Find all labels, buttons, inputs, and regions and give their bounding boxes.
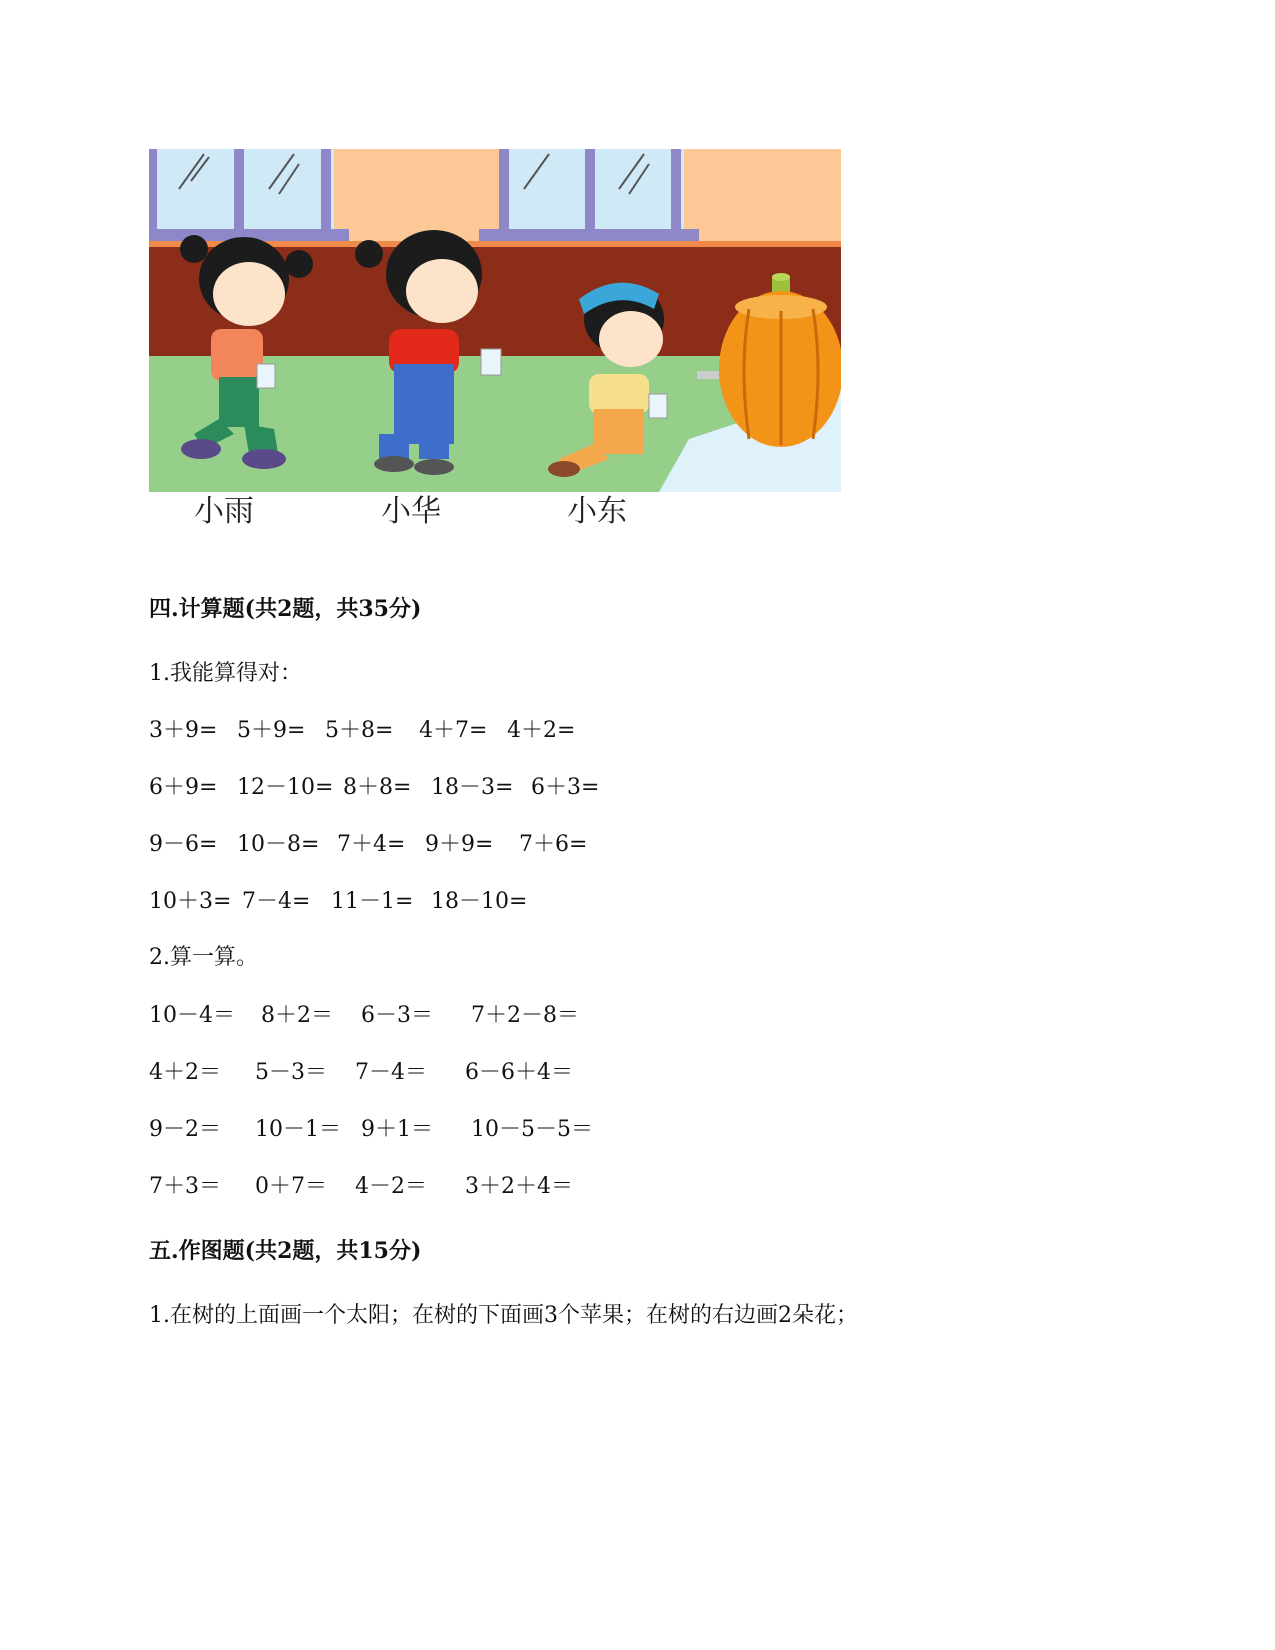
expression: 7＋4=: [337, 832, 406, 857]
q2-row-1: [149, 998, 949, 1028]
name-label-xiaodong: 小东: [567, 494, 627, 529]
name-label-xiaoyu: 小雨: [194, 494, 254, 529]
section-5-title: 五.作图题(共2题，共15分): [149, 1238, 422, 1264]
q2-row-4: [149, 1169, 949, 1199]
expression: 6－3＝: [361, 1003, 433, 1028]
expression: 9－6=: [149, 832, 218, 857]
question-2-label: 2.算一算。: [149, 945, 258, 970]
q2-row-2: [149, 1055, 949, 1085]
expression: 12－10=: [237, 775, 334, 800]
expression: 18－10=: [431, 889, 528, 914]
tap-icon: [697, 371, 719, 379]
name-label-xiaohua: 小华: [381, 494, 441, 529]
children-water-illustration: [149, 149, 841, 534]
expression: 9＋1＝: [361, 1117, 433, 1142]
expression: 5＋8=: [325, 718, 394, 743]
expression: 7＋2－8＝: [471, 1003, 579, 1028]
section-4-title: 四.计算题(共2题，共35分): [149, 596, 422, 622]
right-window: [479, 149, 699, 241]
expression: 3＋9=: [149, 718, 218, 743]
expression: 6＋9=: [149, 775, 218, 800]
expression: 3＋2＋4＝: [465, 1174, 573, 1199]
expression: 7－4=: [242, 889, 311, 914]
expression: 6－6＋4＝: [465, 1060, 573, 1085]
expression: 8＋8=: [343, 775, 412, 800]
expression: 9＋9=: [425, 832, 494, 857]
expression: 4＋7=: [419, 718, 488, 743]
q1-row-1: [149, 713, 949, 743]
expression: 5＋9=: [237, 718, 306, 743]
expression: 0＋7＝: [255, 1174, 327, 1199]
expression: 5－3＝: [255, 1060, 327, 1085]
expression: 6＋3=: [531, 775, 600, 800]
q1-row-3: [149, 827, 949, 857]
expression: 11－1=: [331, 889, 414, 914]
expression: 10－4＝: [149, 1003, 235, 1028]
question-1-label: 1.我能算得对：: [149, 661, 302, 686]
expression: 18－3=: [431, 775, 514, 800]
left-window: [149, 149, 349, 241]
expression: 10＋3=: [149, 889, 232, 914]
expression: 8＋2＝: [261, 1003, 333, 1028]
section-5-question-1: 1.在树的上面画一个太阳；在树的下面画3个苹果；在树的右边画2朵花；: [149, 1303, 858, 1328]
expression: 4－2＝: [355, 1174, 427, 1199]
expression: 10－8=: [237, 832, 320, 857]
expression: 7－4＝: [355, 1060, 427, 1085]
expression: 9－2＝: [149, 1117, 221, 1142]
expression: 7＋6=: [519, 832, 588, 857]
expression: 10－5－5＝: [471, 1117, 593, 1142]
q2-row-3: [149, 1112, 949, 1142]
expression: 4＋2＝: [149, 1060, 221, 1085]
q1-row-2: [149, 770, 949, 800]
expression: 4＋2=: [507, 718, 576, 743]
expression: 7＋3＝: [149, 1174, 221, 1199]
expression: 10－1＝: [255, 1117, 341, 1142]
q1-row-4: [149, 884, 949, 914]
